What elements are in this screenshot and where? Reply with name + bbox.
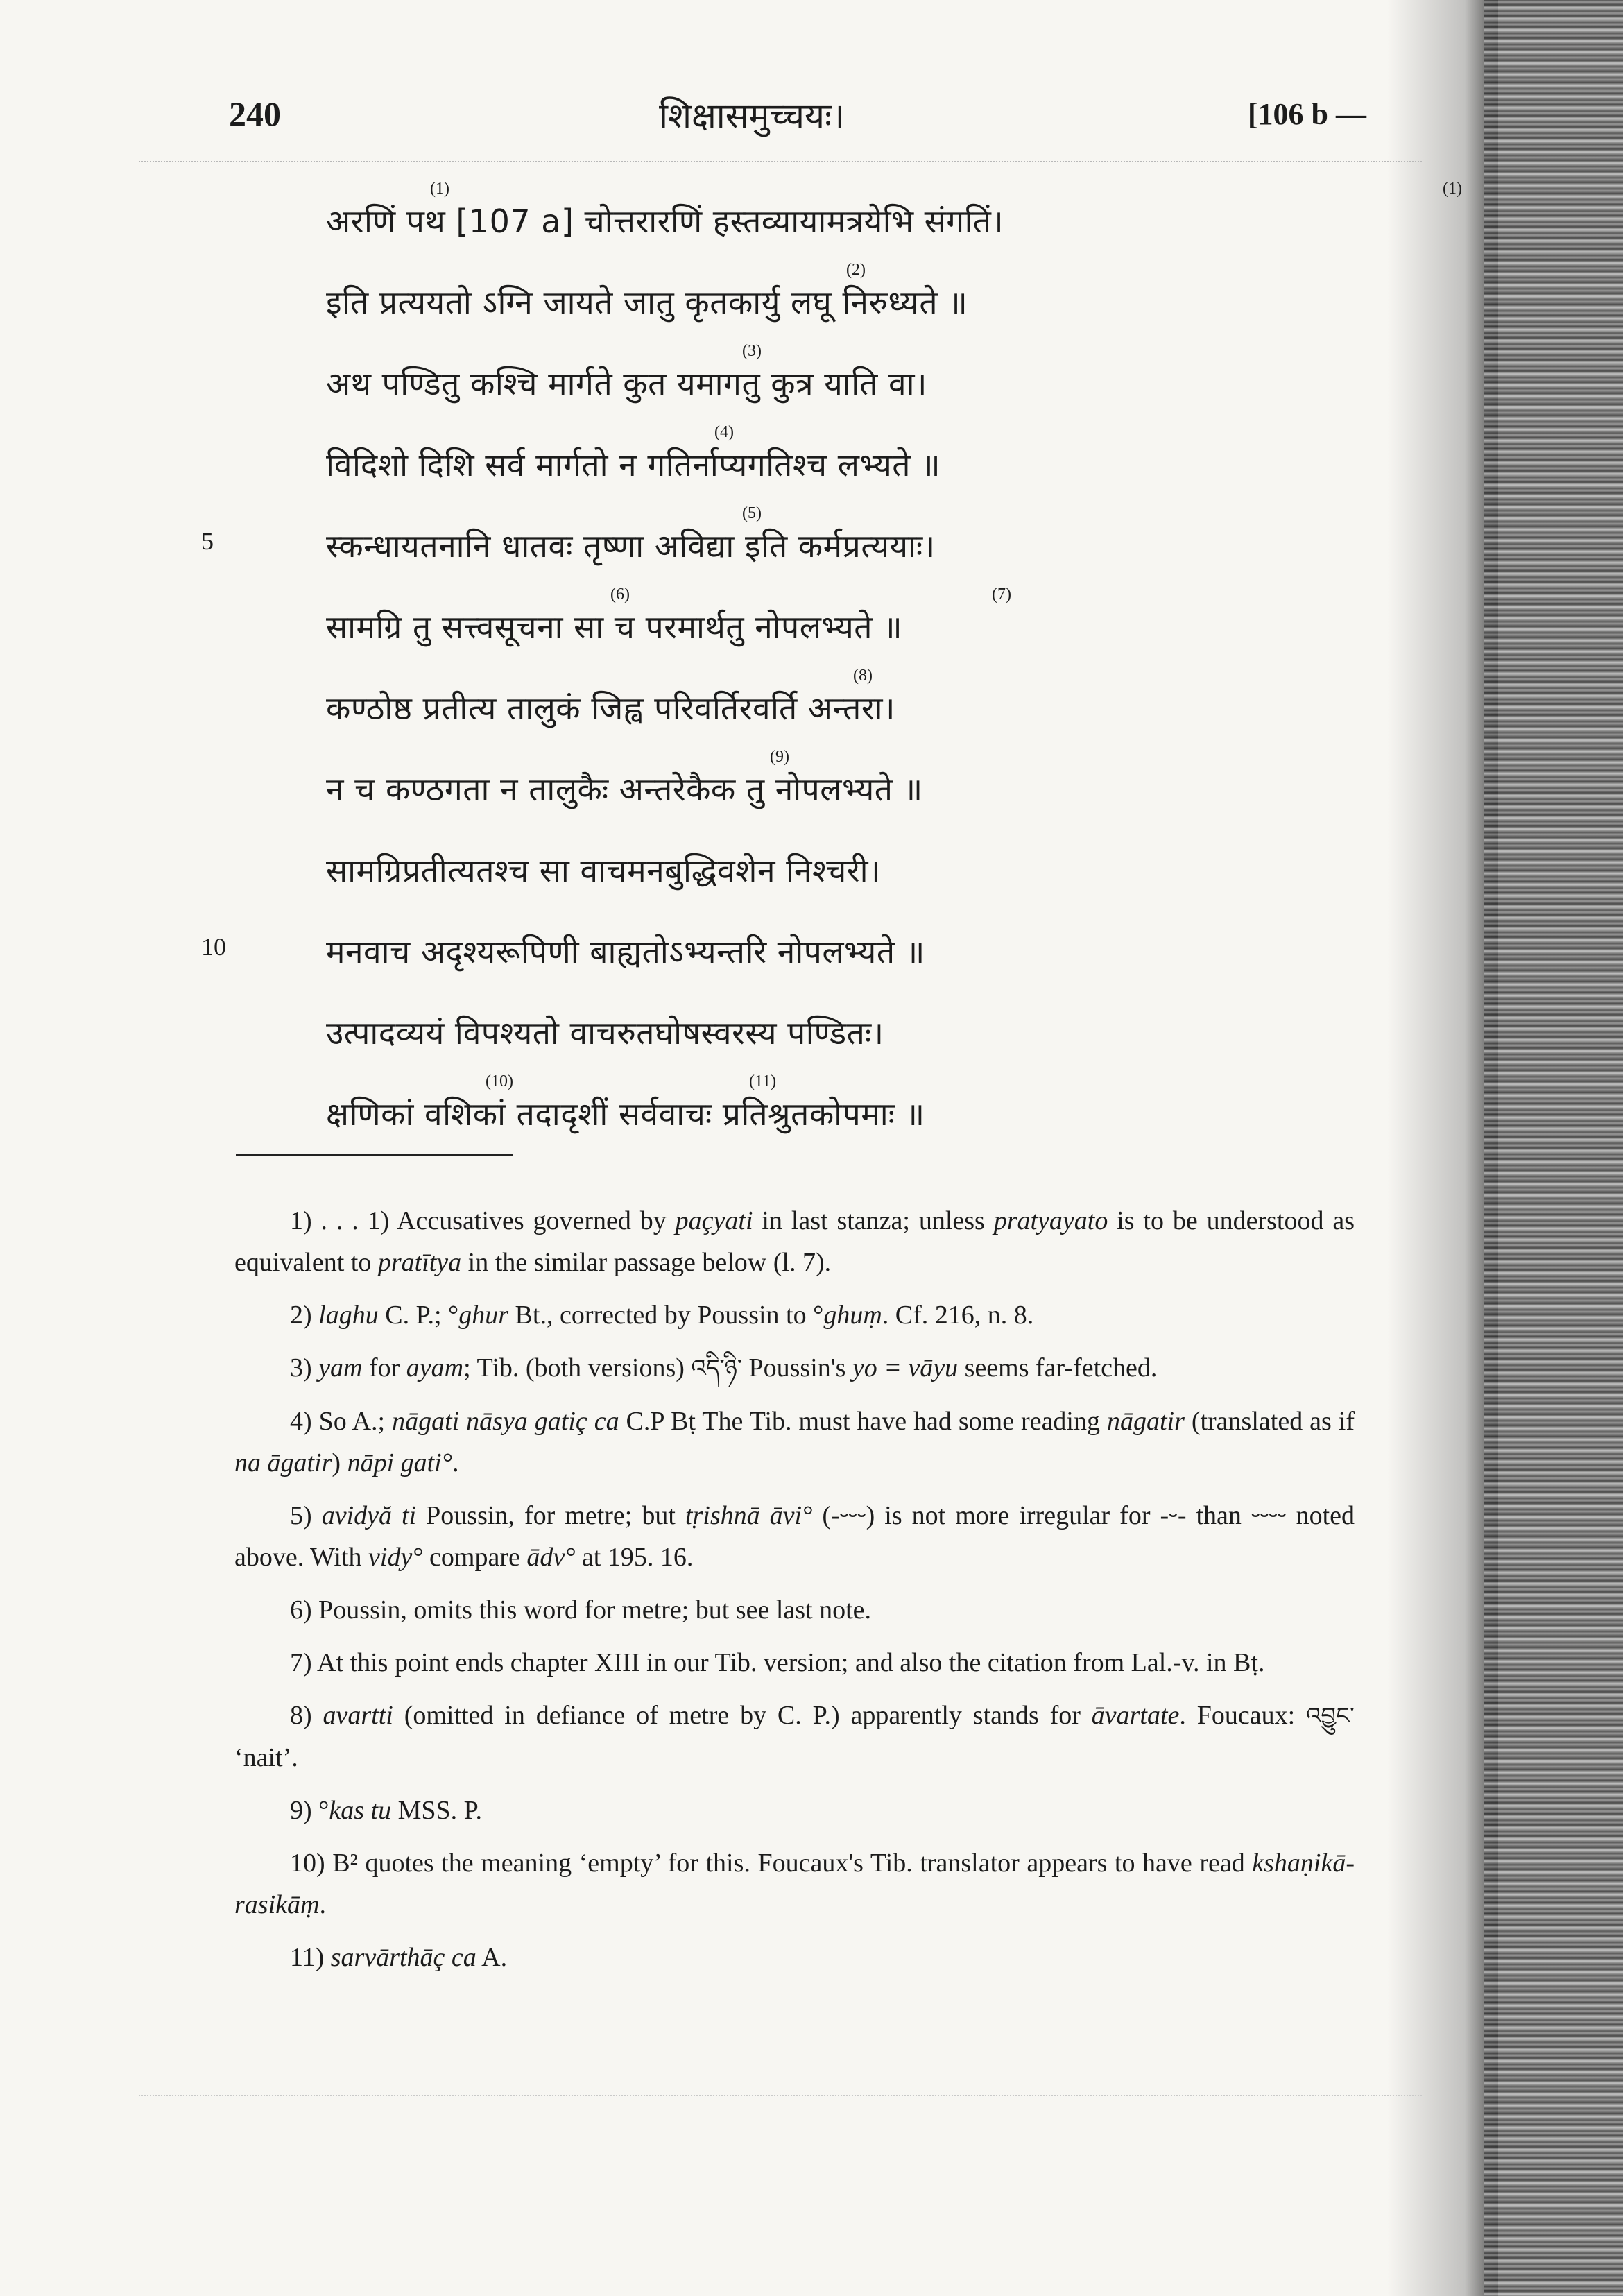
verse-line <box>326 180 1462 265</box>
footnote-text: (omitted in defiance of metre by C. P.) apparently stands for <box>393 1701 1092 1730</box>
footnote-marker: (8) <box>853 667 873 685</box>
footnote-text: . Foucaux: <box>1179 1701 1307 1730</box>
verse-text: इति प्रत्ययतो ऽग्नि जायते जातु कृतकार्यु लघू निरुध्यते ॥ <box>326 284 968 321</box>
bottom-scan-dots <box>139 2095 1422 2096</box>
section-reference: [106 b — <box>1247 97 1366 131</box>
verse-text: सामग्रिप्रतीत्यतश्च सा वाचमनबुद्धिवशेन निश्चरी। <box>326 852 881 889</box>
footnote-text: 7) At this point ends chapter XIII in our Tib. version; and also the citation from Lal.-v. in Bṭ. <box>290 1648 1265 1677</box>
italic-term: nāgatir <box>1106 1407 1185 1436</box>
verse-line <box>326 833 1408 914</box>
running-title: शिक्षासमुच्चयः। <box>659 96 845 136</box>
footnote-text: Bt., corrected by Poussin to ° <box>508 1301 824 1330</box>
verse-text: कण्ठोष्ठ प्रतीत्य तालुकं जिह्व परिवर्तिरवर्ति अन्तरा। <box>326 689 895 727</box>
footnote-marker: (11) <box>749 1072 777 1090</box>
italic-term: ghur <box>458 1301 509 1330</box>
italic-term: yo = vāyu <box>852 1353 959 1382</box>
footnote-text: 6) Poussin, omits this word for metre; but see last note. <box>290 1595 872 1625</box>
italic-term: ghuṃ <box>823 1301 882 1330</box>
italic-term: kas tu <box>329 1796 392 1825</box>
footnote-text: 4) So A.; <box>290 1407 393 1436</box>
footnote-marker: (1) <box>1443 180 1462 198</box>
footnote-text: ; Tib. (both versions) <box>463 1353 692 1382</box>
verse-text: न च कण्ठगता न तालुकैः अन्तरेकैक तु नोपलभ्यते ॥ <box>326 771 923 808</box>
italic-term: avartti <box>323 1701 393 1730</box>
verse-line <box>326 423 1408 508</box>
footnote <box>234 1937 1355 1978</box>
tibetan-text: འབྱུང་ <box>1306 1702 1355 1730</box>
verse-line <box>326 585 1408 671</box>
verse-text: अथ पण्डितु कश्चि मार्गते कुत यमागतु कुत्र याति वा। <box>326 365 927 402</box>
verse-line <box>326 748 1408 833</box>
footnote <box>234 1495 1355 1578</box>
italic-term: laghu <box>318 1301 379 1330</box>
footnote-text: (translated as if <box>1184 1407 1355 1436</box>
verse-text: स्कन्धायतनानि धातवः तृष्णा अविद्या इति कर्मप्रत्ययाः। <box>326 527 936 565</box>
line-number: 5 <box>201 527 214 555</box>
footnote-marker: (7) <box>992 585 1011 603</box>
verse-line <box>201 504 1408 590</box>
italic-term: ayam <box>406 1353 464 1382</box>
footnote-text: is to be understood as equivalent to <box>234 1206 1355 1277</box>
verse-line <box>326 667 1408 752</box>
footnote <box>234 1695 1355 1779</box>
footnote-text: Poussin, for metre; but <box>416 1501 685 1530</box>
footnote-text: . <box>452 1448 459 1477</box>
footnote-text: at 195. 16. <box>575 1543 694 1572</box>
footnote-text: 11) <box>290 1943 331 1972</box>
footnote-text: A. <box>476 1943 508 1972</box>
italic-term: āvartate <box>1091 1701 1180 1730</box>
footnote-text: 5) <box>290 1501 322 1530</box>
footnote-text: 1) . . . 1) Accusatives governed by <box>290 1206 676 1235</box>
footnote <box>234 1589 1355 1631</box>
footnote-text: Poussin's <box>742 1353 852 1382</box>
footnote <box>234 1842 1355 1926</box>
italic-term: avidyă ti <box>321 1501 417 1530</box>
verse-text: विदिशो दिशि सर्व मार्गतो न गतिर्नाप्यगतिश्च लभ्यते ॥ <box>326 446 941 483</box>
footnote-text: ) <box>332 1448 347 1477</box>
page-number: 240 <box>229 94 281 133</box>
footnote-text: in the similar passage below (l. 7). <box>461 1248 832 1277</box>
footnote-text: . Cf. 216, n. 8. <box>882 1301 1034 1330</box>
footnote-marker: (10) <box>486 1072 513 1090</box>
footnote-text: 2) <box>290 1301 319 1330</box>
footnote-text: 9) ° <box>290 1796 329 1825</box>
page-header <box>229 87 1366 149</box>
footnote-text: C. P.; ° <box>378 1301 459 1330</box>
footnote-text: for <box>362 1353 406 1382</box>
footnote-divider <box>236 1154 513 1156</box>
header-rule <box>139 161 1422 162</box>
italic-term: tṛishnā āvi° <box>685 1501 813 1530</box>
scan-edge-shadow <box>1484 0 1623 2296</box>
footnote <box>234 1347 1355 1389</box>
verse-line <box>326 995 1408 1077</box>
footnote-text: MSS. P. <box>391 1796 483 1825</box>
footnote-text: 8) <box>290 1701 323 1730</box>
footnote-text: C.P Bṭ The Tib. must have had some reading <box>619 1407 1107 1436</box>
italic-term: yam <box>318 1353 363 1382</box>
footnote <box>234 1400 1355 1484</box>
italic-term: nāpi gati° <box>347 1448 452 1477</box>
footnote-marker: (2) <box>846 261 866 279</box>
footnote-text: compare <box>422 1543 527 1572</box>
footnote-text: . <box>319 1890 326 1919</box>
footnote-text: in last stanza; unless <box>753 1206 994 1235</box>
verse-line <box>201 914 1408 995</box>
footnotes <box>234 1200 1355 1989</box>
footnote <box>234 1200 1355 1283</box>
verse-text: मनवाच अदृश्यरूपिणी बाह्यतोऽभ्यन्तरि नोपलभ्यते ॥ <box>326 933 925 970</box>
verse-line <box>326 342 1408 427</box>
italic-term: ādv° <box>526 1543 576 1572</box>
italic-term: paçyati <box>675 1206 753 1235</box>
verse-text: अरणिं पथ [107 a] चोत्तरारणिं हस्तव्यायामत्रयेभि संगतिं। <box>326 203 1004 240</box>
footnote <box>234 1642 1355 1684</box>
footnote-text: 10) B² quotes the meaning ‘empty’ for this. Foucaux's Tib. translator appears to have read <box>290 1849 1253 1878</box>
verse-text: उत्पादव्ययं विपश्यतो वाचरुतघोषस्वरस्य पण्डितः। <box>326 1014 884 1052</box>
footnote-marker: (5) <box>742 504 762 522</box>
verse-line <box>326 261 1408 346</box>
verse-text: क्षणिकां वशिकां तदादृशीं सर्ववाचः प्रतिश्रुतकोपमाः ॥ <box>326 1095 925 1133</box>
italic-term: pratītya <box>377 1248 462 1277</box>
verse-line <box>326 1072 1408 1158</box>
italic-term: kshaṇikā-rasikāṃ <box>234 1849 1355 1919</box>
verse-text: सामग्रि तु सत्त्वसूचना सा च परमार्थतु नोपलभ्यते ॥ <box>326 608 903 646</box>
footnote-text: (-⏑⏑⏑) is not more irregular for -⏑- than ⏑⏑⏑⏑ noted above. With <box>234 1501 1355 1572</box>
line-number: 10 <box>201 933 226 961</box>
footnote-text: ‘nait’. <box>234 1743 298 1772</box>
verse-block <box>201 180 1462 1158</box>
footnote-marker: (6) <box>610 585 630 603</box>
footnote-marker: (3) <box>742 342 762 360</box>
footnote <box>234 1790 1355 1831</box>
italic-term: sarvārthāç ca <box>330 1943 476 1972</box>
tibetan-text: འདི་ཉི་ <box>691 1355 742 1382</box>
italic-term: vidy° <box>368 1543 423 1572</box>
footnote-text: seems far-fetched. <box>958 1353 1158 1382</box>
footnote <box>234 1294 1355 1336</box>
italic-term: na āgatir <box>234 1448 332 1477</box>
footnote-marker: (4) <box>714 423 734 441</box>
italic-term: pratyayato <box>993 1206 1108 1235</box>
footnote-marker: (9) <box>770 748 789 766</box>
italic-term: nāgati nāsya gatiç ca <box>392 1407 619 1436</box>
footnote-marker: (1) <box>430 180 449 198</box>
footnote-text: 3) <box>290 1353 319 1382</box>
